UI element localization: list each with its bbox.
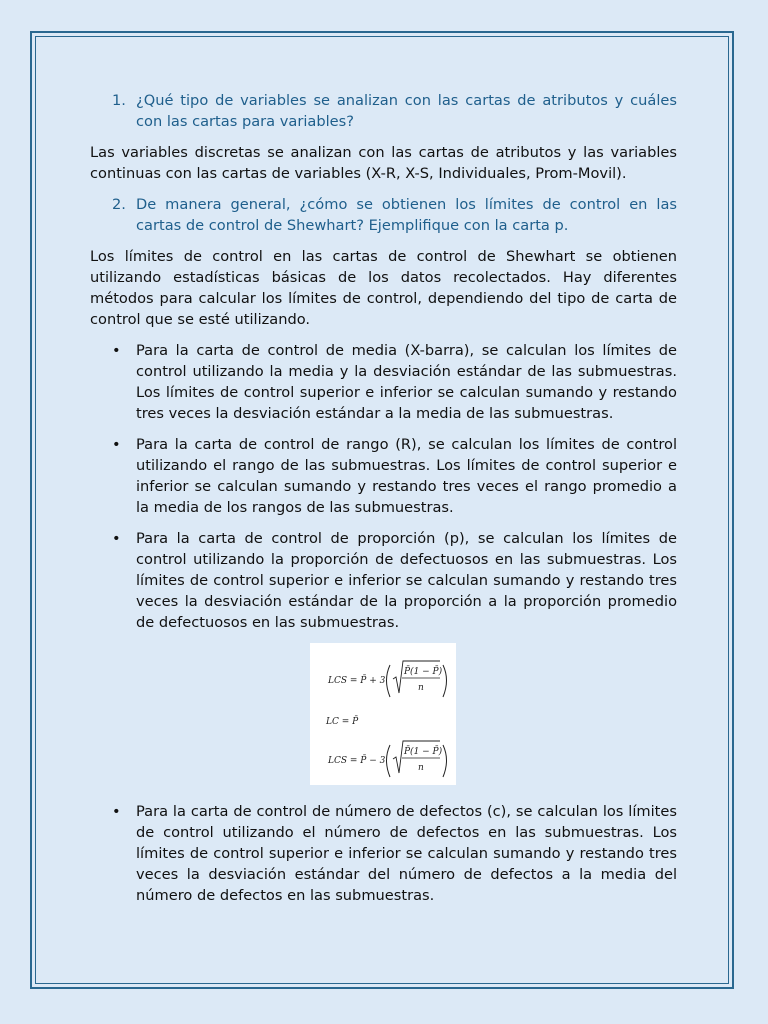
question-text: De manera general, ¿cómo se obtienen los límites de control en las cartas de control de Shewhart? Ejemplifique con la carta p. (136, 196, 677, 234)
bullet-text: Para la carta de control de proporción (p), se calculan los límites de control utilizando la proporción de defectuosos en las submuestras. Los límites de control superior e inferior se calculan sumando y restando tres veces la desviación estándar de la proporción a la proporción promedio de defectuosos en las submuestras. (136, 530, 677, 631)
question-number: 2. (112, 196, 126, 213)
list-item (90, 801, 677, 906)
lcl-formula-text: LCS = P̄ − 3 (328, 756, 386, 766)
document-body (90, 90, 677, 916)
bullet-text: Para la carta de control de rango (R), se calculan los límites de control utilizando el rango de las submuestras. Los límites de control superior e inferior se calculan sumando y restando tres veces el rango promedio a la media de los rangos de las submuestras. (136, 436, 677, 516)
question-1 (90, 90, 677, 132)
bullet-icon: • (112, 803, 121, 820)
bullet-list (90, 801, 677, 906)
list-item (90, 434, 677, 518)
bullet-text: Para la carta de control de número de defectos (c), se calculan los límites de control utilizando el número de defectos en las submuestras. Los límites de control superior e inferior se calculan sumando y restando tres veces la desviación estándar del número de defectos a la media del número de defectos en las submuestras. (136, 803, 677, 904)
answer-1: Las variables discretas se analizan con las cartas de atributos y las variables continuas con las cartas de variables (X-R, X-S, Individuales, Prom-Movil). (90, 144, 677, 182)
bullet-list (90, 340, 677, 633)
bullet-icon: • (112, 530, 121, 547)
question-number: 1. (112, 92, 126, 109)
ucl-formula-text: LCS = P̄ + 3 (328, 676, 386, 686)
question-2 (90, 194, 677, 236)
lcl-numerator: P̄(1 − P̄) (404, 747, 443, 757)
cl-formula-text: LC = P̄ (326, 717, 359, 727)
answer-2: Los límites de control en las cartas de control de Shewhart se obtienen utilizando estadísticas básicas de los datos recolectados. Hay diferentes métodos para calcular los límites de control, dependiendo del tipo de carta de control que se esté utilizando. (90, 248, 677, 328)
list-item (90, 340, 677, 424)
list-item (90, 528, 677, 633)
bullet-icon: • (112, 436, 121, 453)
ucl-denominator: n (418, 683, 424, 693)
ucl-numerator: P̄(1 − P̄) (404, 667, 443, 677)
bullet-text: Para la carta de control de media (X-barra), se calculan los límites de control utilizando la media y la desviación estándar de las submuestras. Los límites de control superior e inferior se calculan sumando y restando tres veces la desviación estándar a la media de las submuestras. (136, 342, 677, 422)
question-text: ¿Qué tipo de variables se analizan con las cartas de atributos y cuáles con las cartas para variables? (136, 92, 677, 130)
bullet-icon: • (112, 342, 121, 359)
lcl-denominator: n (418, 763, 424, 773)
p-chart-formula-image (310, 643, 456, 785)
